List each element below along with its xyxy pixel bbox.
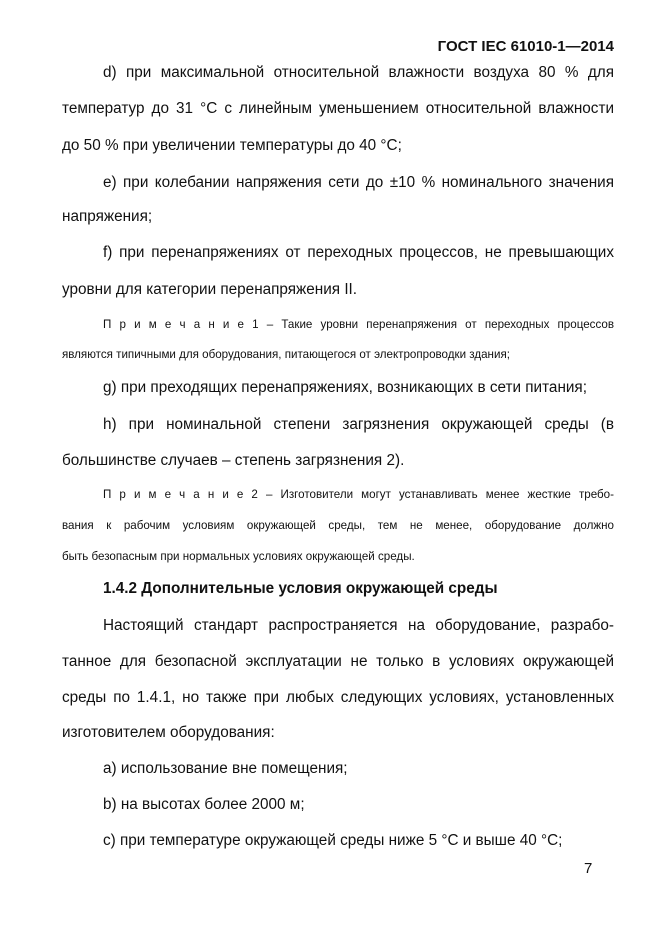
text-line: 1.4.2 Дополнительные условия окружающей среды	[103, 580, 498, 597]
text-line: h) при номинальной степени загрязнения окружающей среды (в	[103, 416, 614, 433]
text-line: температур до 31 °C с линейным уменьшением относительной влажности	[62, 100, 614, 117]
text-line: до 50 % при увеличении температуры до 40 °C;	[62, 137, 402, 154]
document-header: ГОСТ IEC 61010-1—2014	[437, 38, 614, 55]
text-line: большинстве случаев – степень загрязнения 2).	[62, 452, 405, 469]
text-line: вания к рабочим условиям окружающей среды, тем не менее, оборудование должно	[62, 519, 614, 532]
text-line: являются типичными для оборудования, питающегося от электропроводки здания;	[62, 348, 510, 361]
text-line: d) при максимальной относительной влажности воздуха 80 % для	[103, 64, 614, 81]
text-line: среды по 1.4.1, но также при любых следующих условиях, установленных	[62, 689, 614, 706]
text-line: напряжения;	[62, 208, 153, 225]
text-line: c) при температуре окружающей среды ниже 5 °C и выше 40 °C;	[103, 832, 563, 849]
text-line: g) при преходящих перенапряжениях, возникающих в сети питания;	[103, 379, 587, 396]
text-line: b) на высотах более 2000 м;	[103, 796, 305, 813]
text-line: быть безопасным при нормальных условиях окружающей среды.	[62, 550, 415, 563]
text-line: уровни для категории перенапряжения II.	[62, 281, 358, 298]
text-line: a) использование вне помещения;	[103, 760, 348, 777]
text-line: Настоящий стандарт распространяется на оборудование, разрабо-	[103, 617, 614, 634]
text-line: П р и м е ч а н и е 2 – Изготовители могут устанавливать менее жесткие требо-	[103, 488, 614, 501]
text-line: танное для безопасной эксплуатации не только в условиях окружающей	[62, 653, 614, 670]
text-line: e) при колебании напряжения сети до ±10 % номинального значения	[103, 174, 614, 191]
text-line: П р и м е ч а н и е 1 – Такие уровни перенапряжения от переходных процессов	[103, 318, 614, 331]
text-line: f) при перенапряжениях от переходных процессов, не превышающих	[103, 244, 614, 261]
text-line: изготовителем оборудования:	[62, 724, 275, 741]
page-number: 7	[584, 860, 593, 877]
